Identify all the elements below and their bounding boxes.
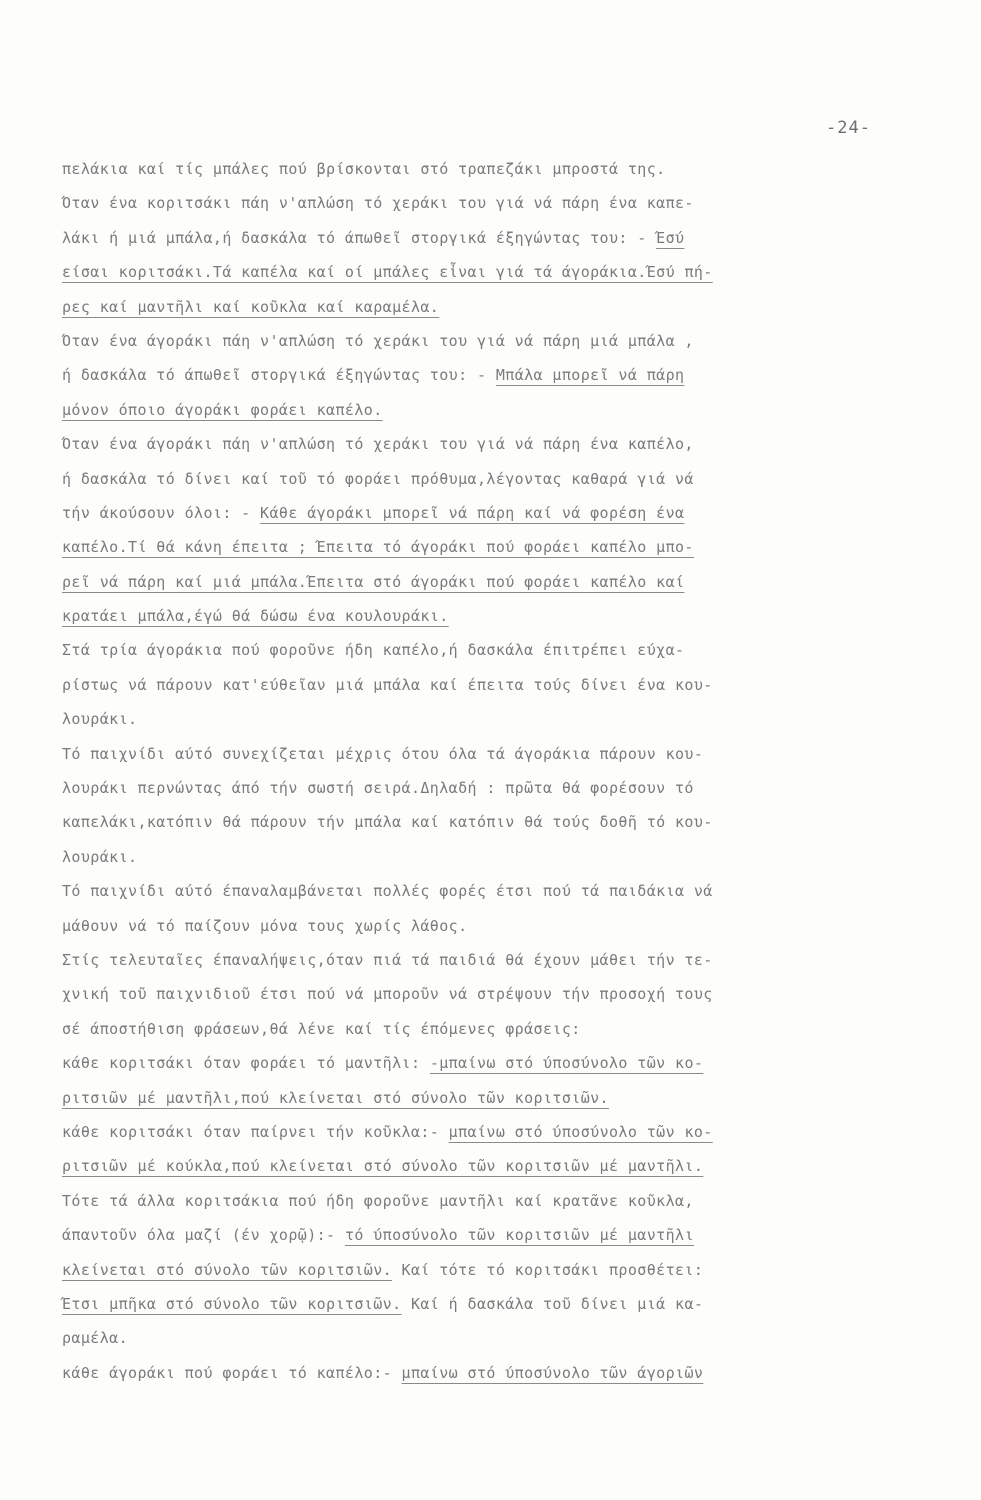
text-line [62,152,932,186]
text-segment: Καί ή δασκάλα τοῦ δίνει μιά κα- [401,1294,704,1313]
underlined-text: ρεῖ νά πάρη καί μιά μπάλα.Έπειτα στό άγοράκι πού φοράει καπέλο καί [62,572,685,591]
underlined-text: Μπάλα μπορεῖ νά πάρη [495,366,685,385]
text-line [62,1149,932,1183]
text-line [62,1356,932,1390]
text-segment: λουράκι. [62,710,138,729]
text-line [62,1287,932,1321]
text-line [62,186,932,220]
text-line [62,1046,932,1080]
text-line [62,702,932,736]
text-line [62,943,932,977]
text-segment: λουράκι. [62,847,138,866]
text-line [62,599,932,633]
underlined-text: τό ύποσύνολο τῶν κοριτσιῶν μέ μαντῆλι [344,1226,694,1245]
text-line [62,255,932,289]
text-line [62,427,932,461]
text-line [62,1253,932,1287]
text-line [62,1012,932,1046]
text-segment: κάθε κοριτσάκι όταν φοράει τό μαντῆλι: [62,1054,430,1073]
text-line [62,977,932,1011]
text-line [62,290,932,324]
underlined-text: Έτσι μπῆκα στό σύνολο τῶν κοριτσιῶν. [62,1294,402,1313]
text-line [62,909,932,943]
text-segment: χνική τοῦ παιχνιδιοῦ έτσι πού νά μποροῦν νά στρέψουν τήν προσοχή τους [62,985,713,1004]
text-line [62,393,932,427]
underlined-text: ριτσιῶν μέ μαντῆλι,πού κλείνεται στό σύνολο τῶν κοριτσιῶν. [62,1088,609,1107]
text-segment: Καί τότε τό κοριτσάκι προσθέτει: [392,1260,704,1279]
text-segment: Στίς τελευταῖες έπαναλήψεις,όταν πιά τά παιδιά θά έχουν μάθει τήν τε- [62,950,713,969]
text-segment: άπαντοῦν όλα μαζί (έν χορῷ):- [62,1226,345,1245]
text-line [62,565,932,599]
text-segment: ρίστως νά πάρουν κατ'εύθεῖαν μιά μπάλα καί έπειτα τούς δίνει ένα κου- [62,675,713,694]
text-segment: Στά τρία άγοράκια πού φοροῦνε ήδη καπέλο,ή δασκάλα έπιτρέπει εύχα- [62,641,685,660]
text-line [62,840,932,874]
text-line [62,1081,932,1115]
text-line [62,737,932,771]
text-segment: τήν άκούσουν όλοι: - [62,503,261,522]
text-segment: Όταν ένα άγοράκι πάη ν'απλώση τό χεράκι του γιά νά πάρη μιά μπάλα , [62,331,694,350]
text-segment: Όταν ένα άγοράκι πάη ν'απλώση τό χεράκι του γιά νά πάρη ένα καπέλο, [62,435,694,454]
text-segment: Τό παιχνίδι αύτό συνεχίζεται μέχρις ότου όλα τά άγοράκια πάρουν κου- [62,744,704,763]
text-line [62,668,932,702]
underlined-text: Κάθε άγοράκι μπορεῖ νά πάρη καί νά φορέση ένα [260,503,685,522]
text-line [62,1184,932,1218]
text-line [62,324,932,358]
underlined-text: κλείνεται στό σύνολο τῶν κοριτσιῶν. [62,1260,393,1279]
text-segment: καπελάκι,κατόπιν θά πάρουν τήν μπάλα καί κατόπιν θά τούς δοθῆ τό κου- [62,813,713,832]
text-segment: λάκι ή μιά μπάλα,ή δασκάλα τό άπωθεῖ στοργικά έξηγώντας του: - [62,228,657,247]
underlined-text: καπέλο.Τί θά κάνη έπειτα ; Έπειτα τό άγοράκι πού φοράει καπέλο μπο- [62,538,694,557]
text-line [62,496,932,530]
underlined-text: -μπαίνω στό ύποσύνολο τῶν κο- [429,1054,704,1073]
underlined-text: ρες καί μαντῆλι καί κοῦκλα καί καραμέλα. [62,297,440,316]
text-line [62,771,932,805]
text-segment: κάθε κοριτσάκι όταν παίρνει τήν κοῦκλα:- [62,1122,449,1141]
text-line [62,358,932,392]
text-segment: Όταν ένα κοριτσάκι πάη ν'απλώση τό χεράκι του γιά νά πάρη ένα καπε- [62,194,694,213]
underlined-text: κρατάει μπάλα,έγώ θά δώσω ένα κουλουράκι. [62,607,449,626]
text-segment: Τότε τά άλλα κοριτσάκια πού ήδη φοροῦνε μαντῆλι καί κρατᾶνε κοῦκλα, [62,1191,694,1210]
text-segment: ή δασκάλα τό δίνει καί τοῦ τό φοράει πρόθυμα,λέγοντας καθαρά γιά νά [62,469,694,488]
text-segment: πελάκια καί τίς μπάλες πού βρίσκονται στό τραπεζάκι μπροστά της. [62,160,666,178]
text-line [62,1321,932,1355]
text-line [62,530,932,564]
text-line [62,462,932,496]
body-text [62,152,932,1390]
underlined-text: Έσύ [656,228,685,247]
underlined-text: μπαίνω στό ύποσύνολο τῶν άγοριῶν [401,1363,704,1382]
text-segment: λουράκι περνώντας άπό τήν σωστή σειρά.Δηλαδή : πρῶτα θά φορέσουν τό [62,779,694,798]
text-segment: κάθε άγοράκι πού φοράει τό καπέλο:- [62,1363,402,1382]
text-segment: ή δασκάλα τό άπωθεῖ στοργικά έξηγώντας του: - [62,366,496,385]
page-number: -24- [826,118,871,138]
text-line [62,1218,932,1252]
text-line [62,633,932,667]
text-line [62,805,932,839]
text-line [62,874,932,908]
text-segment: σέ άποστήθιση φράσεων,θά λένε καί τίς έπόμενες φράσεις: [62,1019,581,1038]
underlined-text: είσαι κοριτσάκι.Τά καπέλα καί οί μπάλες εἶναι γιά τά άγοράκια. [62,263,647,282]
underlined-text: μόνον όποιο άγοράκι φοράει καπέλο. [62,400,383,419]
text-segment: μάθουν νά τό παίζουν μόνα τους χωρίς λάθος. [62,916,468,935]
underlined-text: Έσύ πή- [646,263,713,282]
underlined-text: μπαίνω στό ύποσύνολο τῶν κο- [448,1122,713,1141]
text-segment: Τό παιχνίδι αύτό έπαναλαμβάνεται πολλές φορές έτσι πού τά παιδάκια νά [62,882,713,901]
text-line [62,221,932,255]
text-line [62,1115,932,1149]
text-segment: ραμέλα. [62,1329,129,1348]
underlined-text: ριτσιῶν μέ κούκλα,πού κλείνεται στό σύνολο τῶν κοριτσιῶν μέ μαντῆλι. [62,1157,704,1176]
